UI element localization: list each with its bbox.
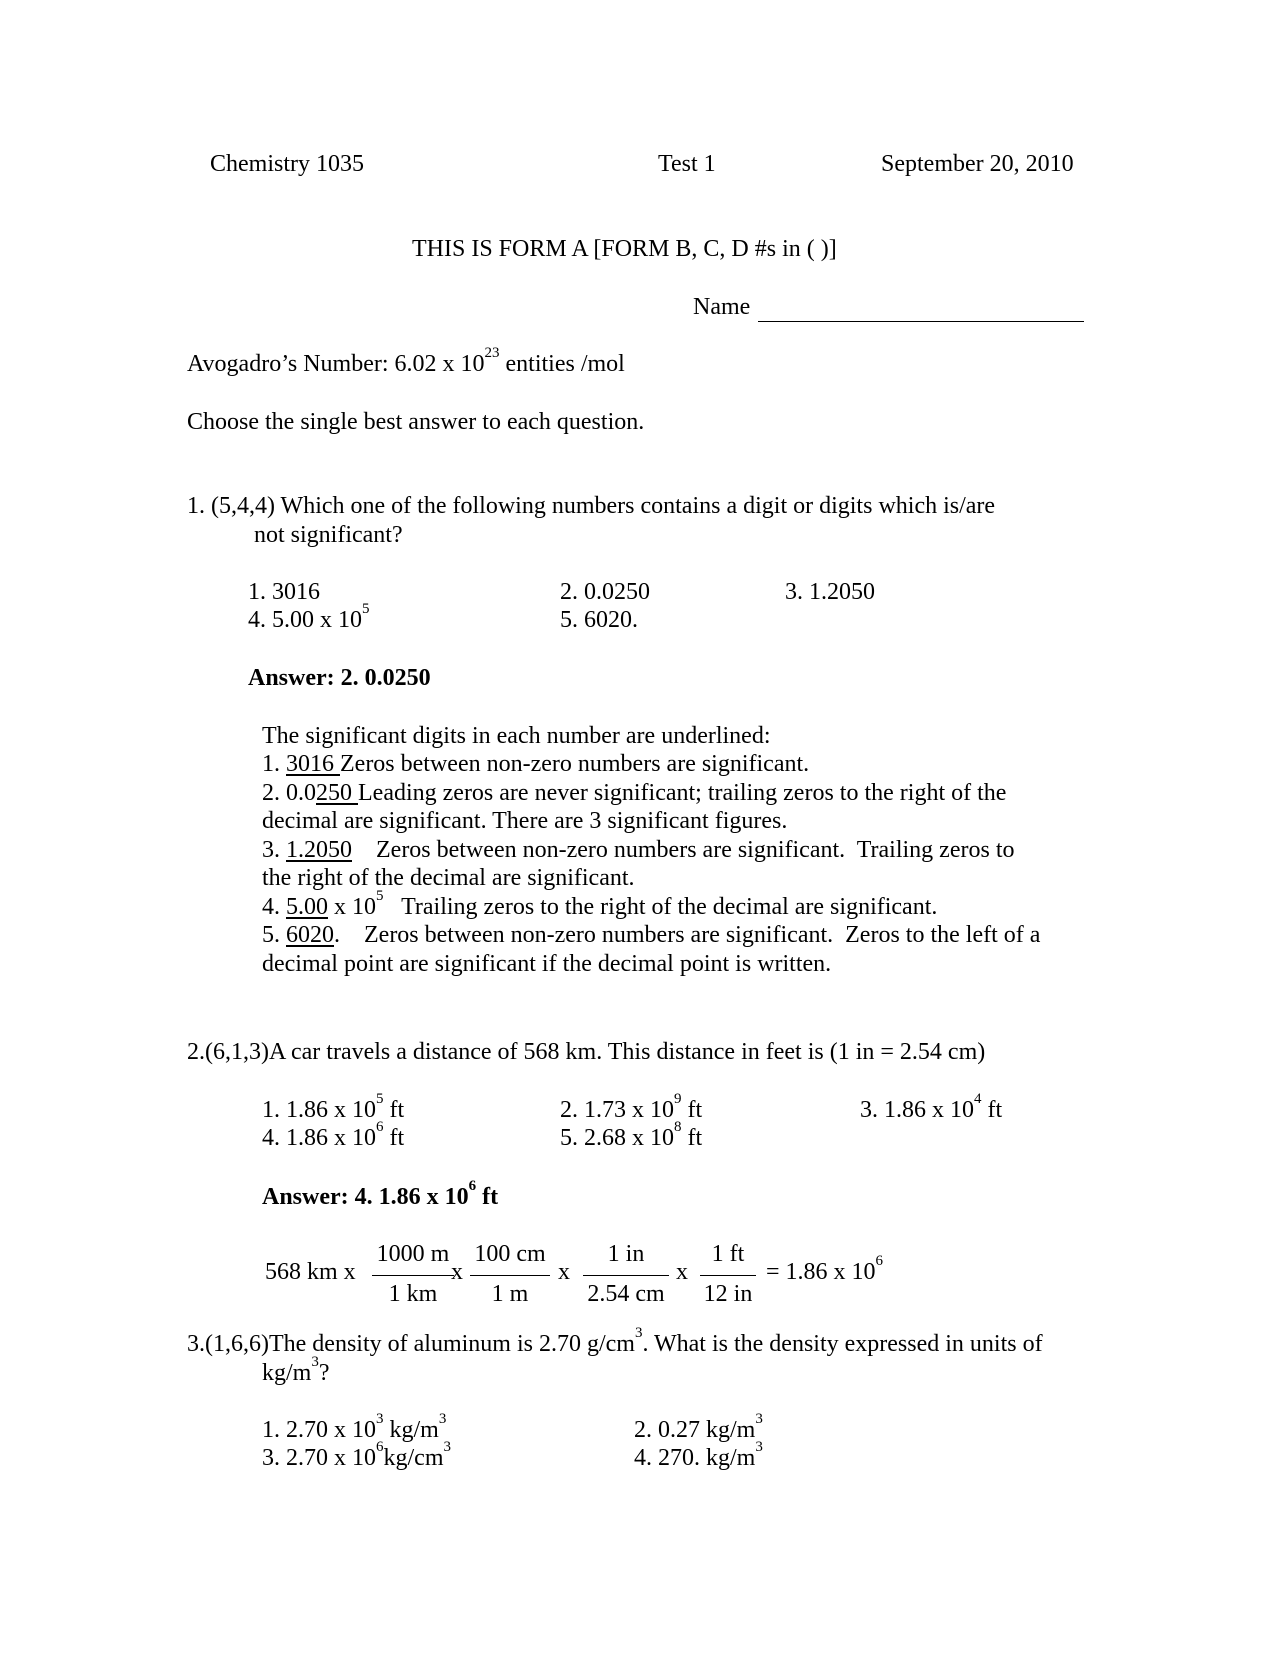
factor-2: 100 cm 1 m [470,1240,550,1309]
q1-option-1[interactable]: 1. 3016 [248,579,320,605]
q1-stem-line1: 1. (5,4,4) Which one of the following numbers contains a digit or digits which is/are [187,493,996,519]
q3-option-2[interactable]: 2. 0.27 $kg/m^3$ [634,1411,763,1443]
test-date: September 20, 2010 [881,151,1074,177]
calc-times-2: x [558,1259,570,1285]
instructions: Choose the single best answer to each question. [187,409,645,435]
name-field[interactable] [693,293,1084,322]
q1-explanation-3-cont: the right of the decimal are significant. [262,865,635,891]
q3-stem-line2: $kg/m^3$? [262,1354,330,1386]
avogadro-line: Avogadro’s Number: 6.02 x $10^{23}$ entities /mol [187,345,625,377]
course-title: Chemistry 1035 [210,151,364,177]
q1-option-5[interactable]: 5. 6020. [560,607,638,633]
factor-4: 1 ft 12 in [700,1240,756,1309]
q1-explanation-5: 5. 6020. Zeros between non-zero numbers are significant. Zeros to the left of a [262,922,1041,948]
q2-option-5[interactable]: 5. 2.68 x $10^8$ ft [560,1119,703,1151]
q1-explanation-intro: The significant digits in each number are underlined: [262,723,771,749]
calc-times-3: x [676,1259,688,1285]
q3-option-3[interactable]: 3. 2.70 x $10^6kg/cm^3$ [262,1439,451,1471]
q1-explanation-2-cont: decimal are significant. There are 3 significant figures. [262,808,788,834]
q2-option-3[interactable]: 3. 1.86 x $10^4$ ft [860,1091,1003,1123]
q1-explanation-5-cont: decimal point are significant if the decimal point is written. [262,951,832,977]
form-line: THIS IS FORM A [FORM B, C, D #s in ( )] [412,236,837,262]
calc-result: = 1.86 x $10^6$ [766,1253,884,1285]
q1-option-4[interactable]: 4. 5.00 x $10^5$ [248,601,370,633]
q1-explanation-1: 1. 3016 Zeros between non-zero numbers are significant. [262,751,810,777]
q2-option-4[interactable]: 4. 1.86 x $10^6$ ft [262,1119,405,1151]
calc-start: 568 km x [265,1259,356,1285]
q2-stem: 2.(6,1,3)A car travels a distance of 568 km. This distance in feet is (1 in = 2.54 cm) [187,1039,986,1065]
q1-explanation-3: 3. 1.2050 Zeros between non-zero numbers are significant. Trailing zeros to [262,837,1015,863]
q2-option-2[interactable]: 2. 1.73 x $10^9$ ft [560,1091,703,1123]
name-blank[interactable] [758,299,1084,322]
q1-option-2[interactable]: 2. 0.0250 [560,579,650,605]
q1-answer: Answer: 2. 0.0250 [248,665,431,691]
test-title: Test 1 [658,151,716,177]
q3-option-4[interactable]: 4. 270. $kg/m^3$ [634,1439,763,1471]
factor-1: 1000 m 1 km [372,1240,454,1309]
q1-explanation-4: 4. 5.00 x $10^5$ Trailing zeros to the right of the decimal are significant. [262,888,938,920]
q3-option-1[interactable]: 1. 2.70 x $10^3$ $kg/m^3$ [262,1411,447,1443]
q1-explanation-2: 2. 0.0250 Leading zeros are never significant; trailing zeros to the right of the [262,780,1007,806]
factor-3: 1 in 2.54 cm [583,1240,669,1309]
name-label: Name [693,294,751,320]
calc-times-1: x [451,1259,463,1285]
q2-option-1[interactable]: 1. 1.86 x $10^5$ ft [262,1091,405,1123]
q3-stem-line1: 3.(1,6,6)The density of aluminum is 2.70 $g/cm^3$. What is the density expressed in units of [187,1325,1043,1357]
q2-answer: Answer: 4. 1.86 x $10^6$ ft [262,1178,499,1210]
q1-option-3[interactable]: 3. 1.2050 [785,579,875,605]
q1-stem-line2: not significant? [254,522,403,548]
